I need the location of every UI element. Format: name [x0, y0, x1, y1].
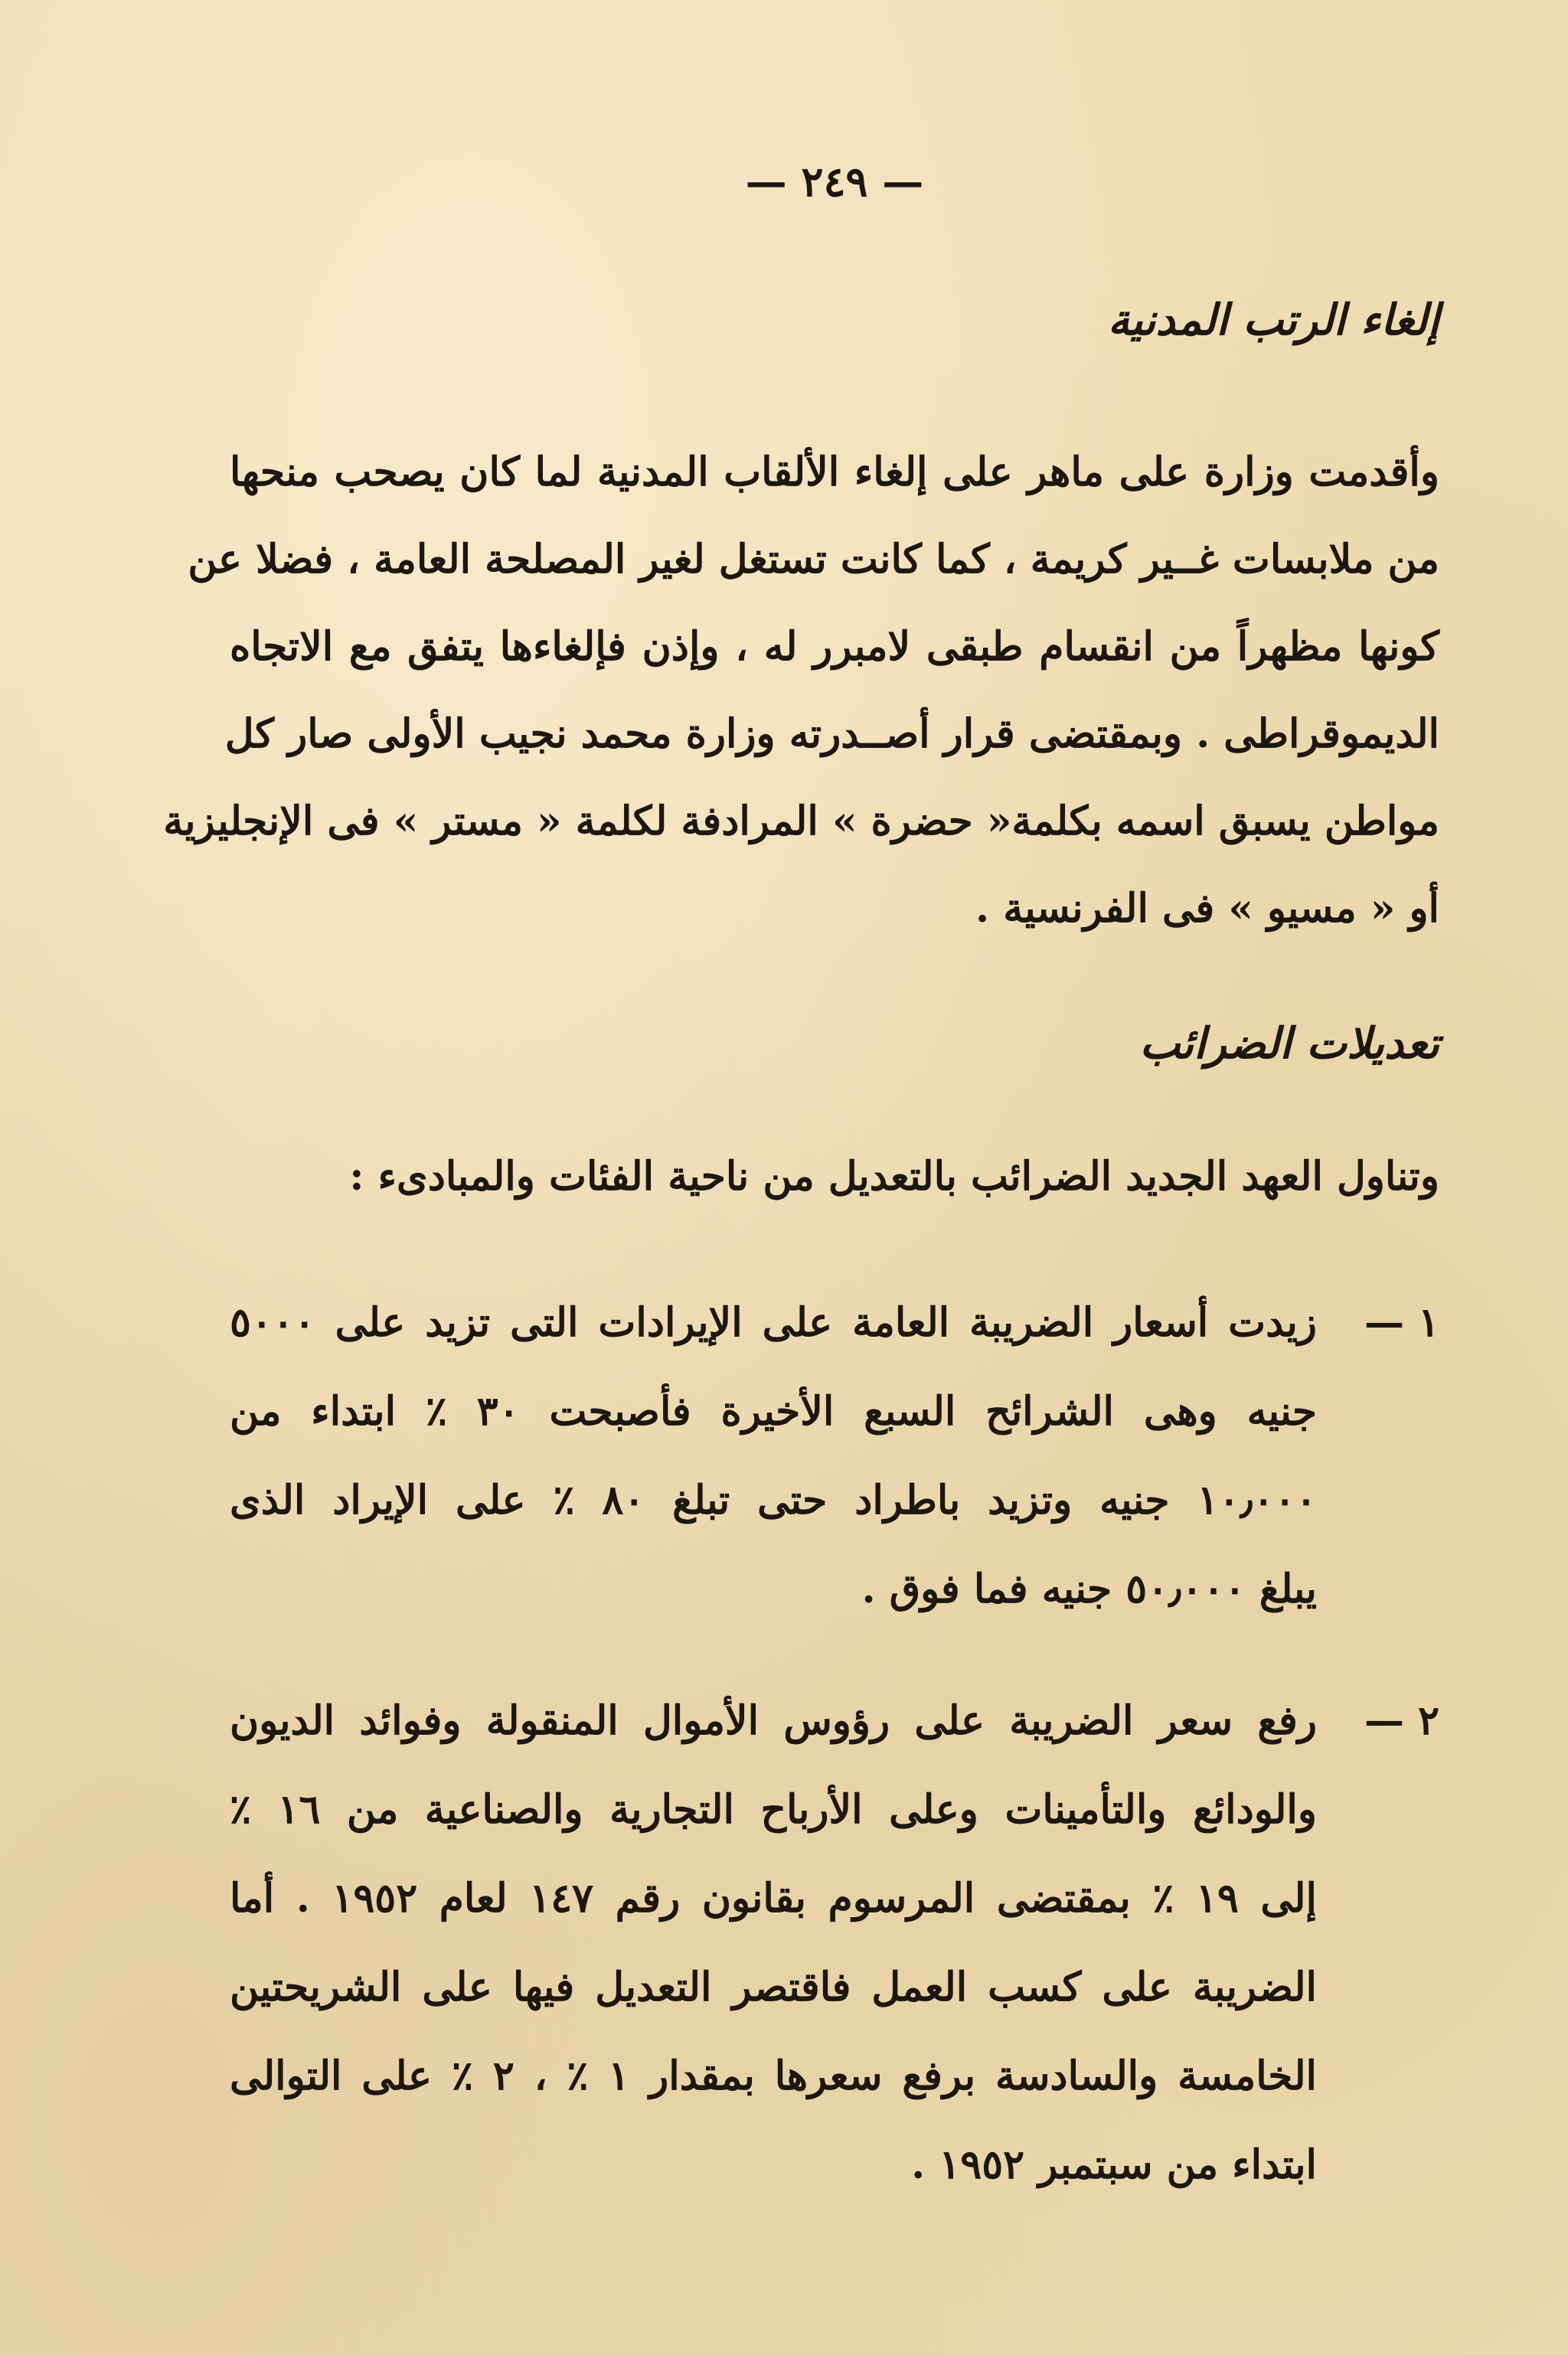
text-line: ١٠٫٠٠٠ جنيه وتزيد باطراد حتى تبلغ ٨٠ ٪ على الإيراد الذى	[230, 1477, 1317, 1524]
text-line: الضريبة على كسب العمل فاقتصر التعديل فيها على الشريحتين	[230, 1964, 1317, 2010]
section-heading-civil-ranks: إلغاء الرتب المدنية	[1107, 295, 1439, 345]
text-line: جنيه وهى الشرائح السبع الأخيرة فأصبحت ٣٠ ٪ ابتداء من	[230, 1388, 1317, 1435]
text-line: يبلغ ٥٠٫٠٠٠ جنيه فما فوق .	[861, 1566, 1317, 1612]
paragraph-tax-intro	[230, 1133, 1439, 1220]
text-line: أو « مسيو » فى الفرنسية .	[975, 885, 1439, 932]
page-number: — ٢٤٩ —	[745, 157, 924, 206]
text-line: الديموقراطى . وبمقتضى قرار أصــدرته وزارة محمد نجيب الأولى صار كل	[224, 710, 1439, 757]
text-line: من ملابسات غــير كريمة ، كما كانت تستغل لغير المصلحة العامة ، فضلا عن	[188, 536, 1439, 583]
list-item-number: ١ —	[1364, 1299, 1439, 1346]
text-line: ابتداء من سبتمبر ١٩٥٢ .	[911, 2141, 1317, 2188]
list-item-1	[230, 1279, 1439, 1634]
text-line: رفع سعر الضريبة على رؤوس الأموال المنقولة وفوائد الديون	[230, 1697, 1317, 1744]
list-item-number: ٢ —	[1364, 1697, 1439, 1744]
text-line: وأقدمت وزارة على ماهر على إلغاء الألقاب المدنية لما كان يصحب منحها	[230, 449, 1439, 495]
text-line: إلى ١٩ ٪ بمقتضى المرسوم بقانون رقم ١٤٧ لعام ١٩٥٢ . أما	[230, 1875, 1317, 1922]
paragraph-civil-ranks	[163, 429, 1439, 952]
text-line: مواطن يسبق اسمه بكلمة« حضرة » المرادفة لكلمة « مستر » فى الإنجليزية	[163, 798, 1439, 844]
text-line: زيدت أسعار الضريبة العامة على الإيرادات التى تزيد على ٥٠٠٠	[230, 1299, 1317, 1346]
text-line: الخامسة والسادسة برفع سعرها بمقدار ١ ٪ ، ٢ ٪ على التوالى	[230, 2053, 1317, 2099]
list-item-2	[230, 1677, 1439, 2210]
text-line: كونها مظهراً من انقسام طبقى لامبرر له ، وإذن فإلغاءها يتفق مع الاتجاه	[230, 623, 1439, 670]
text-line: وتناول العهد الجديد الضرائب بالتعديل من ناحية الفئات والمبادىء :	[349, 1153, 1439, 1200]
text-line: والودائع والتأمينات وعلى الأرباح التجارية والصناعية من ١٦ ٪	[230, 1786, 1317, 1833]
section-heading-tax-amendments: تعديلات الضرائب	[1139, 1018, 1439, 1069]
